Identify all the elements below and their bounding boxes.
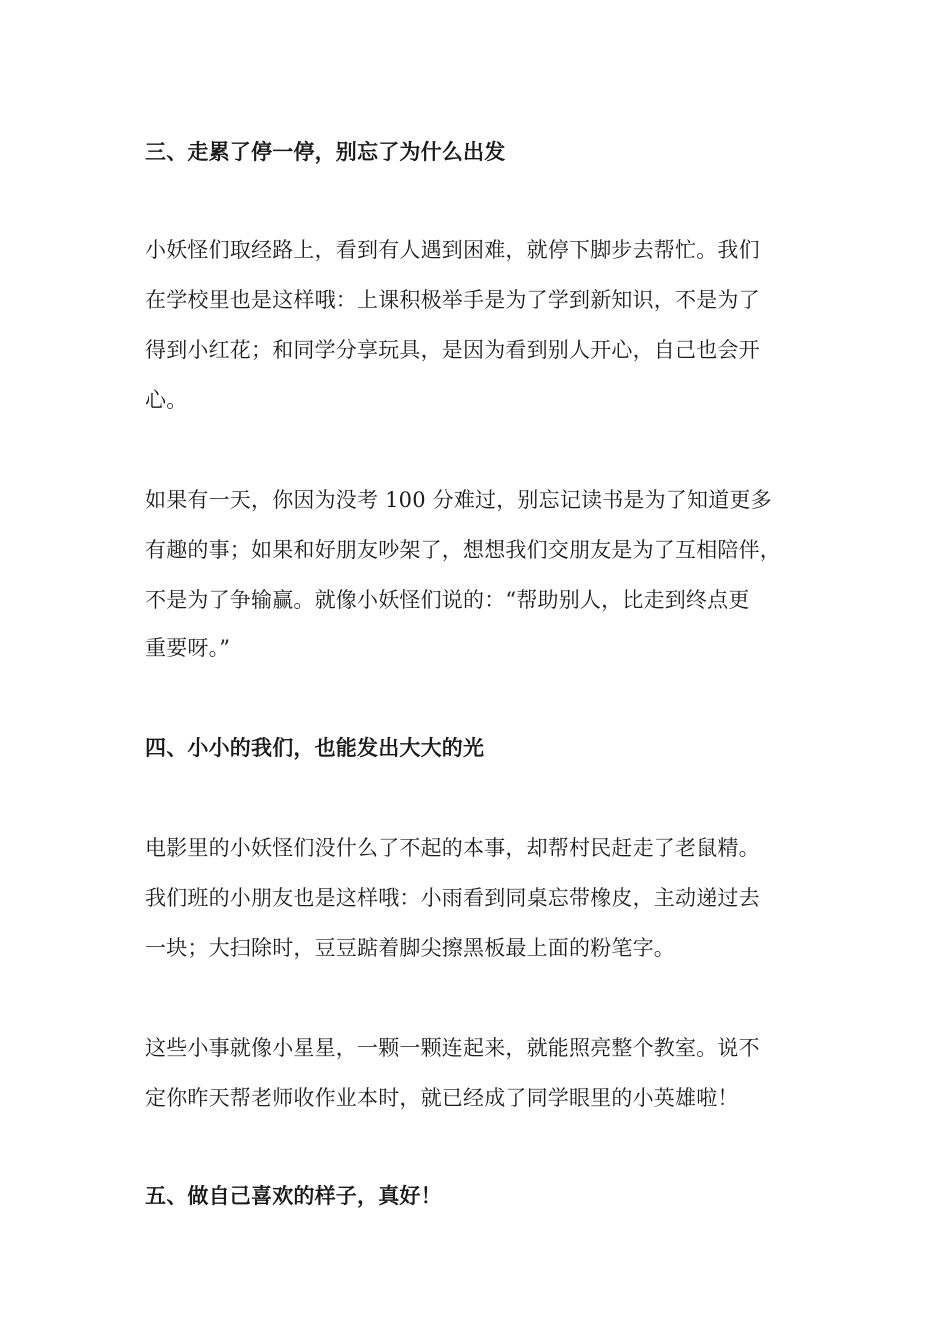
- paragraph-line: 小妖怪们取经路上，看到有人遇到困难，就停下脚步去帮忙。我们: [145, 238, 760, 262]
- paragraph-line: 得到小红花；和同学分享玩具，是因为看到别人开心，自己也会开: [145, 338, 760, 362]
- section-heading-5: 五、做自己喜欢的样子，真好！: [145, 1183, 442, 1208]
- paragraph-line: 在学校里也是这样哦：上课积极举手是为了学到新知识，不是为了: [145, 288, 760, 312]
- paragraph-line: 定你昨天帮老师收作业本时，就已经成了同学眼里的小英雄啦！: [145, 1086, 739, 1110]
- paragraph-line: 电影里的小妖怪们没什么了不起的本事，却帮村民赶走了老鼠精。: [145, 836, 760, 860]
- paragraph-line: 重要呀。”: [145, 636, 231, 660]
- section-heading-3: 三、走累了停一停，别忘了为什么出发: [145, 139, 506, 164]
- paragraph-line: 这些小事就像小星星，一颗一颗连起来，就能照亮整个教室。说不: [145, 1036, 760, 1060]
- paragraph-line: 如果有一天，你因为没考 100 分难过，别忘记读书是为了知道更多: [145, 488, 772, 512]
- paragraph-line: 我们班的小朋友也是这样哦：小雨看到同桌忘带橡皮，主动递过去: [145, 886, 760, 910]
- section-heading-4: 四、小小的我们，也能发出大大的光: [145, 735, 485, 760]
- paragraph-line: 心。: [145, 388, 188, 412]
- paragraph-line: 有趣的事；如果和好朋友吵架了，想想我们交朋友是为了互相陪伴，: [145, 538, 781, 562]
- paragraph-line: 一块；大扫除时，豆豆踮着脚尖擦黑板最上面的粉笔字。: [145, 936, 675, 960]
- paragraph-line: 不是为了争输赢。就像小妖怪们说的：“帮助别人，比走到终点更: [145, 588, 750, 612]
